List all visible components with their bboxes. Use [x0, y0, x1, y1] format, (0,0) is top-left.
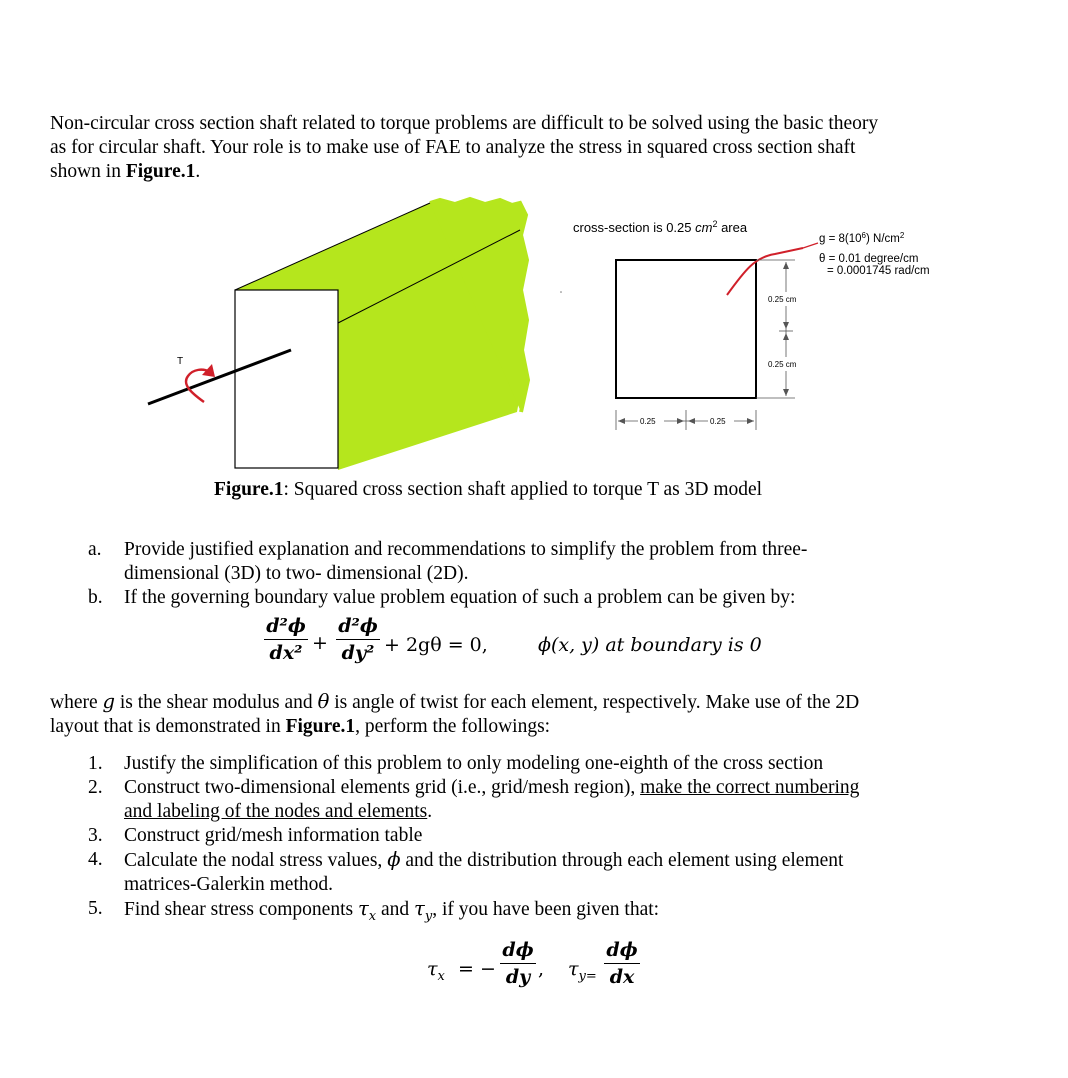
intro-line-2: as for circular shaft. Your role is to make use of FAE to analyze the stress in squared cross section shaft: [50, 137, 856, 158]
prop-twist-rad: = 0.0001745 rad/cm: [827, 265, 930, 277]
where-line-2: layout that is demonstrated in Figure.1, perform the followings:: [50, 716, 551, 737]
tasks-ab-list: [88, 538, 1028, 610]
cross-section-square: [616, 260, 756, 398]
tau-y-lhs: $\tau_{y=}$: [568, 958, 597, 984]
dim-label-right: 0.25: [710, 417, 726, 426]
torque-label: T: [177, 356, 184, 367]
task-4: 4. Calculate the nodal stress values, ϕ and the distribution through each element using element matrices-Galerkin method.: [88, 848, 844, 895]
task-b: b. If the governing boundary value problem equation of such a problem can be given by:: [88, 587, 796, 608]
red-leader-curve: [727, 248, 803, 295]
eq-plus: +: [312, 632, 328, 654]
task-3: 3. Construct grid/mesh information table: [88, 825, 423, 846]
cross-section-title: cross-section is 0.25 $cm^2$ area: [573, 219, 748, 235]
where-paragraph: [50, 690, 1030, 739]
tau-x-frac: dϕ dy: [500, 938, 536, 989]
eq-boundary-condition: ϕ(x, y) at boundary is 0: [538, 634, 762, 656]
task-5: 5. Find shear stress components $\tau_x$ and $\tau_y$, if you have been given that:: [88, 897, 660, 924]
eq-frac-2: d²ϕ dy²: [336, 614, 380, 665]
eq-frac-1: d²ϕ dx²: [264, 614, 308, 665]
shear-comma: ,: [538, 958, 545, 980]
dim-label-left: 0.25: [640, 417, 656, 426]
prop-shear-modulus: $g = 8(10^6)$ $N/cm^2$: [819, 231, 905, 245]
tau-x-equals: = −: [458, 958, 496, 980]
red-leader-tail: [803, 243, 818, 248]
intro-line-1: Non-circular cross section shaft related to torque problems are difficult to be solved using the basic theory: [50, 113, 879, 134]
figure-caption: Figure.1: Squared cross section shaft applied to torque T as 3D model: [214, 479, 763, 500]
where-line-1: where g is the shear modulus and θ is angle of twist for each element, respectively. Make use of the 2D: [50, 690, 860, 713]
intro-line-3: shown in Figure.1.: [50, 161, 201, 182]
tasks-numbered-list: [88, 752, 1028, 929]
tau-x-lhs: $\tau_x$: [427, 958, 445, 984]
task-2: 2. Construct two-dimensional elements grid (i.e., grid/mesh region), make the correct numbering and labeling of the nodes and elements.: [88, 777, 860, 822]
task-1: 1. Justify the simplification of this problem to only modeling one-eighth of the cross section: [88, 753, 824, 774]
dim-label-top: 0.25 cm: [768, 295, 797, 304]
task-a: a. Provide justified explanation and recommendations to simplify the problem from three- dimensional (3D) to two- dimensional (2D).: [88, 539, 808, 584]
stray-dot: [560, 291, 562, 293]
figure-ref: Figure.1: [125, 161, 196, 182]
prop-twist-degree: θ = 0.01 degree/cm: [819, 253, 919, 265]
tau-y-frac: dϕ dx: [604, 938, 640, 989]
shaft-front-face: [235, 290, 338, 468]
dim-label-bottom: 0.25 cm: [768, 360, 797, 369]
figure-1: [0, 0, 1068, 470]
eq-rest: + 2gθ = 0,: [384, 634, 488, 656]
